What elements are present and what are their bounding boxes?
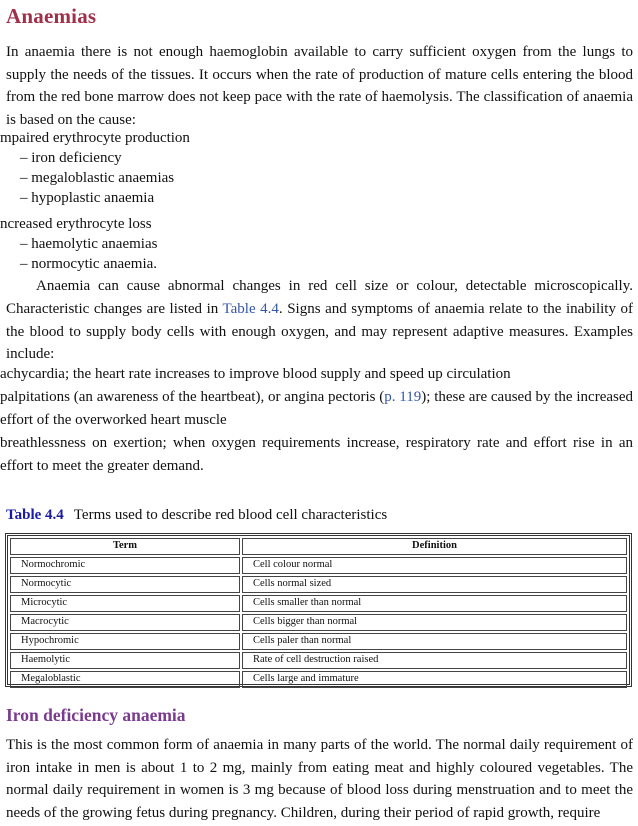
example-tachycardia: achycardia; the heart rate increases to improve blood supply and speed up circulation <box>0 366 511 382</box>
page-119-link[interactable]: p. 119 <box>384 389 422 405</box>
table-row <box>10 595 627 612</box>
definition-cell: Cells large and immature <box>242 671 627 688</box>
header-term: Term <box>10 538 240 555</box>
definition-cell: Cells smaller than normal <box>242 595 627 612</box>
term-cell: Normocytic <box>10 576 240 593</box>
table-caption-number: Table 4.4 <box>6 507 64 523</box>
page-title: Anaemias <box>6 4 97 28</box>
intro-paragraph: In anaemia there is not enough haemoglobin available to carry sufficient oxygen from the lungs to supply the needs of the tissues. It occurs when the rate of production of mature cells entering the blood from the red bone marrow does not keep pace with the rate of haemolysis. The classification of anaemia is based on the cause: <box>6 44 633 128</box>
terms-table <box>5 533 632 687</box>
table-row <box>10 671 627 688</box>
classification-group-2: ncreased erythrocyte loss <box>0 216 152 232</box>
classification-item: – megaloblastic anaemias <box>20 170 175 186</box>
definition-cell: Cells paler than normal <box>242 633 627 650</box>
table-caption <box>6 507 387 524</box>
header-definition: Definition <box>242 538 627 555</box>
classification-item: – iron deficiency <box>20 150 122 166</box>
table-row <box>10 557 627 574</box>
definition-cell: Cells normal sized <box>242 576 627 593</box>
term-cell: Normochromic <box>10 557 240 574</box>
term-cell: Microcytic <box>10 595 240 612</box>
table-caption-text: Terms used to describe red blood cell characteristics <box>73 507 388 523</box>
term-cell: Haemolytic <box>10 652 240 669</box>
iron-deficiency-paragraph: This is the most common form of anaemia in many parts of the world. The normal daily requirement of iron intake in men is about 1 to 2 mg, mainly from eating meat and highly coloured vegetables. The normal daily requirement in women is 3 mg because of blood loss during menstruation and to meet the needs of the growing fetus during pregnancy. Children, during their period of rapid growth, require <box>6 737 633 821</box>
classification-item: – hypoplastic anaemia <box>20 190 155 206</box>
term-cell: Hypochromic <box>10 633 240 650</box>
example-palpitations: palpitations (an awareness of the heartbeat), or angina pectoris (p. 119); these are caused by the increased effort of the overworked heart muscle <box>0 389 634 428</box>
term-cell: Megaloblastic <box>10 671 240 688</box>
definition-cell: Cells bigger than normal <box>242 614 627 631</box>
definition-cell: Cell colour normal <box>242 557 627 574</box>
table-header-row <box>10 538 627 555</box>
section-heading: Iron deficiency anaemia <box>6 705 186 725</box>
example-breathlessness: breathlessness on exertion; when oxygen requirements increase, respiratory rate and effort rise in an effort to meet the greater demand. <box>0 435 633 474</box>
table-row <box>10 652 627 669</box>
table-row <box>10 633 627 650</box>
table-row <box>10 576 627 593</box>
table-4-4-link[interactable]: Table 4.4 <box>222 300 279 317</box>
term-cell: Macrocytic <box>10 614 240 631</box>
classification-item: – normocytic anaemia. <box>20 256 158 272</box>
signs-paragraph: Anaemia can cause abnormal changes in red cell size or colour, detectable microscopically. Characteristic changes are listed in Table 4.4. Signs and symptoms of anaemia relate to the inability of the blood to supply body cells with enough oxygen, and may represent adaptive measures. Examples include: <box>6 278 633 363</box>
classification-group-1: mpaired erythrocyte production <box>0 130 190 146</box>
definition-cell: Rate of cell destruction raised <box>242 652 627 669</box>
classification-item: – haemolytic anaemias <box>20 236 158 252</box>
terms-table-grid <box>8 536 629 690</box>
table-row <box>10 614 627 631</box>
